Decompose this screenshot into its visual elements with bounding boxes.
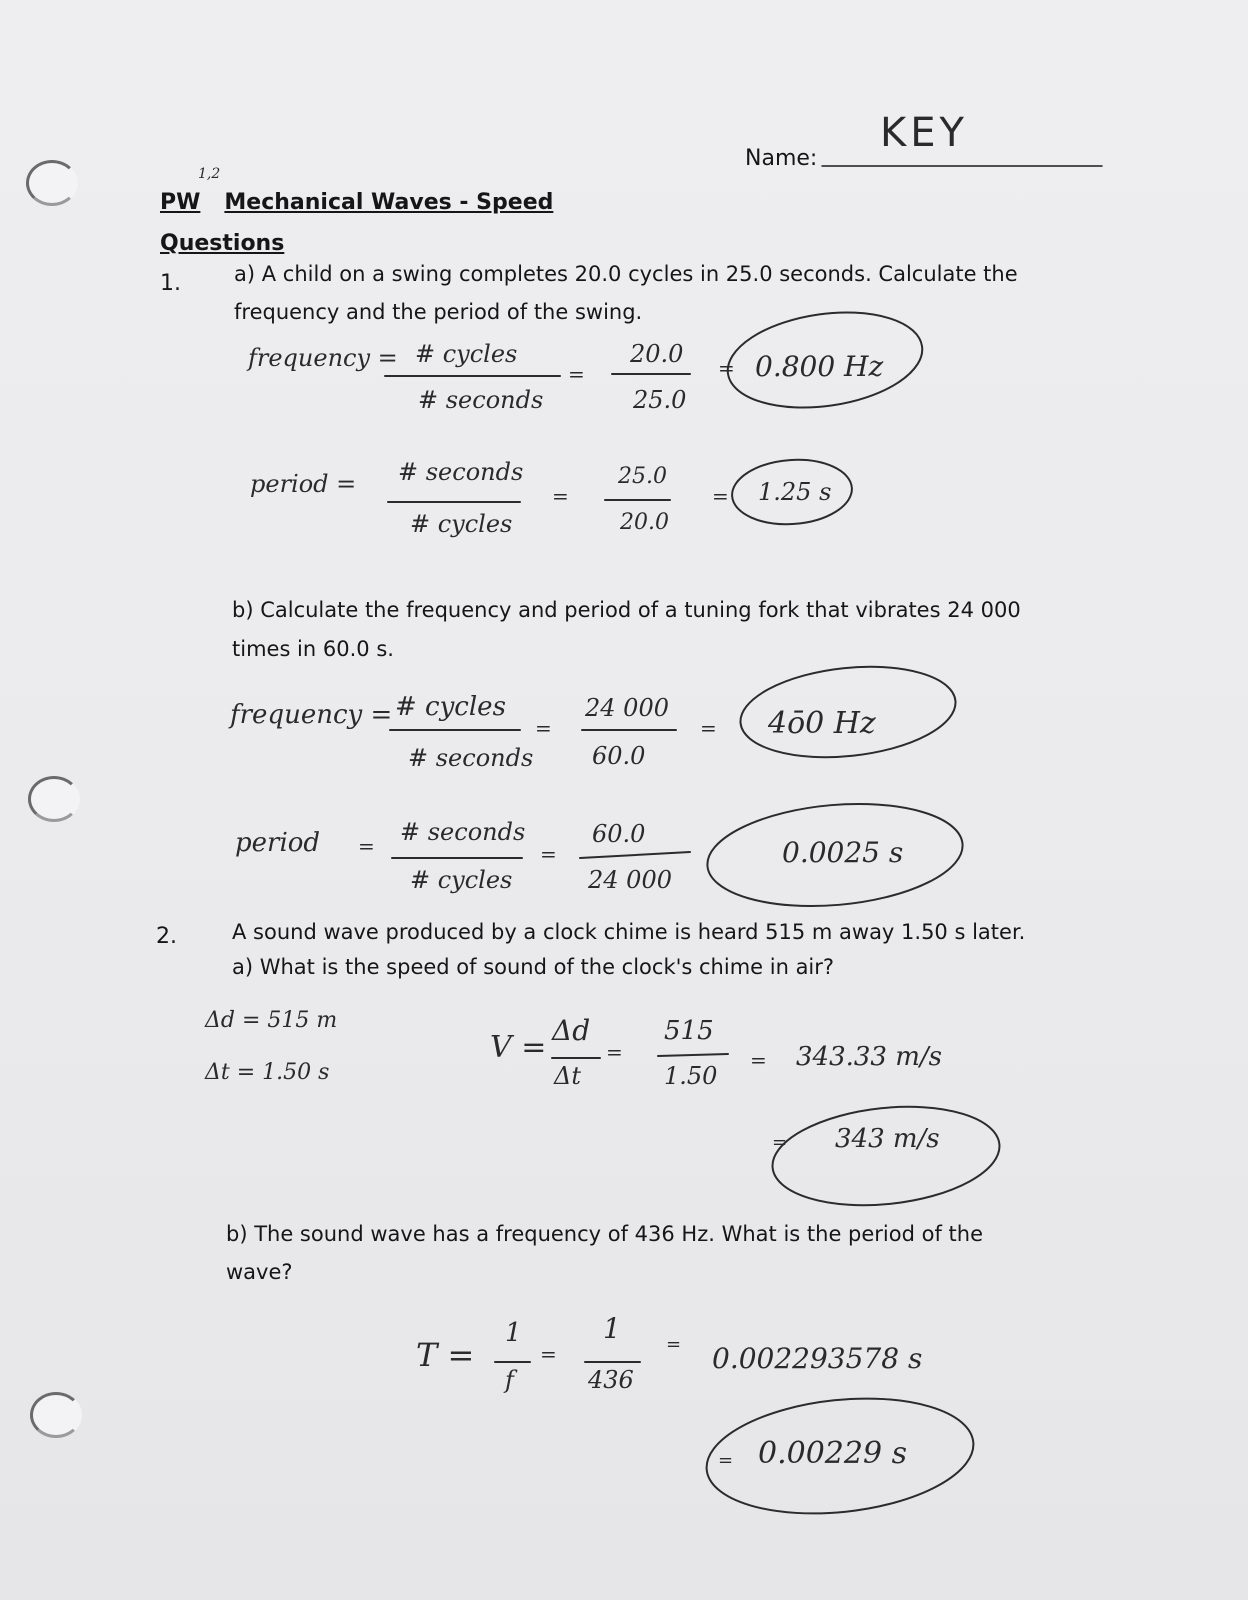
q2a-val-den: 1.50 bbox=[664, 1062, 718, 1090]
q1b-period-eq0: = bbox=[358, 834, 375, 858]
q2a-eq3: = bbox=[772, 1132, 788, 1153]
q1b-period-label: period bbox=[235, 828, 321, 858]
q1b-text-line1: b) Calculate the frequency and period of a tuning fork that vibrates 24 000 bbox=[232, 598, 1021, 622]
q1b-period-eq: = bbox=[540, 842, 557, 866]
q2a-given-d: Δd = 515 m bbox=[205, 1008, 338, 1033]
q1a-period-val-num: 25.0 bbox=[618, 464, 667, 489]
name-label: Name: bbox=[745, 146, 818, 171]
q2a-result: 343.33 m/s bbox=[796, 1042, 942, 1072]
title-prefix: PW bbox=[160, 190, 201, 215]
q2b-eq1: = bbox=[540, 1342, 557, 1366]
q1-number: 1. bbox=[160, 271, 181, 296]
section-heading: Questions bbox=[160, 231, 285, 256]
q1a-text-line1: a) A child on a swing completes 20.0 cycles in 25.0 seconds. Calculate the bbox=[234, 262, 1018, 286]
q1b-freq-den: # seconds bbox=[408, 744, 534, 772]
q2b-result: 0.002293578 s bbox=[712, 1342, 923, 1375]
q2-number: 2. bbox=[156, 924, 177, 949]
q1b-freq-val-num: 24 000 bbox=[585, 694, 669, 722]
q1a-freq-num: # cycles bbox=[415, 340, 518, 368]
q1b-text-line2: times in 60.0 s. bbox=[232, 637, 394, 661]
q1b-period-val-den: 24 000 bbox=[588, 866, 672, 894]
q2b-eq2: = bbox=[666, 1334, 682, 1355]
q1a-text-line2: frequency and the period of the swing. bbox=[234, 300, 643, 324]
q2a-eq2: = bbox=[750, 1048, 767, 1072]
q2a-v-num: Δd bbox=[552, 1014, 591, 1047]
q1b-period-den: # cycles bbox=[410, 866, 513, 894]
q2a-v-den: Δt bbox=[554, 1062, 581, 1090]
q1a-period-den: # cycles bbox=[410, 510, 513, 538]
q2b-answer: 0.00229 s bbox=[758, 1436, 907, 1471]
q2-text-line1: A sound wave produced by a clock chime is heard 515 m away 1.50 s later. bbox=[232, 920, 1026, 944]
q1a-freq-val-num: 20.0 bbox=[630, 340, 684, 368]
q1a-freq-answer: 0.800 Hz bbox=[755, 350, 884, 383]
q2a-given-t: Δt = 1.50 s bbox=[205, 1060, 330, 1085]
q1a-freq-eq: = bbox=[568, 362, 585, 386]
q2b-val-num: 1 bbox=[603, 1312, 621, 1345]
title-rest: Mechanical Waves - Speed bbox=[224, 190, 554, 215]
title-superscript: 1,2 bbox=[198, 166, 221, 182]
q1a-period-eq2: = bbox=[712, 484, 729, 508]
q1b-freq-val-den: 60.0 bbox=[592, 742, 646, 770]
page-title bbox=[160, 190, 553, 215]
q1b-freq-eq2: = bbox=[700, 716, 717, 740]
q2b-eq3: = bbox=[718, 1450, 734, 1471]
binder-hole-top bbox=[26, 160, 78, 206]
q1a-freq-den: # seconds bbox=[418, 386, 544, 414]
q1b-freq-num: # cycles bbox=[395, 692, 506, 722]
q1b-period-num: # seconds bbox=[400, 818, 526, 846]
q2a-answer: 343 m/s bbox=[835, 1124, 940, 1154]
binder-hole-bottom bbox=[30, 1392, 82, 1438]
q2a-text-line2: a) What is the speed of sound of the clock's chime in air? bbox=[232, 955, 835, 979]
q1a-period-eq: = bbox=[552, 484, 569, 508]
q1a-period-answer: 1.25 s bbox=[758, 478, 832, 506]
q2b-text-line1: b) The sound wave has a frequency of 436 Hz. What is the period of the bbox=[226, 1222, 983, 1246]
q2a-v-label: V = bbox=[490, 1030, 547, 1065]
binder-hole-middle bbox=[28, 776, 80, 822]
q2a-val-num: 515 bbox=[664, 1016, 714, 1046]
q1b-period-val-num: 60.0 bbox=[592, 820, 646, 848]
q1a-period-label: period = bbox=[250, 470, 357, 498]
q1a-period-val-den: 20.0 bbox=[620, 510, 669, 535]
q2b-t-num: 1 bbox=[505, 1318, 522, 1348]
q2b-t-den: f bbox=[505, 1366, 514, 1394]
q1b-freq-eq: = bbox=[535, 716, 552, 740]
q1a-freq-label: frequency = bbox=[248, 344, 398, 372]
q2b-val-den: 436 bbox=[588, 1366, 634, 1394]
q2b-t-label: T = bbox=[416, 1336, 475, 1374]
q1b-freq-label: frequency = bbox=[230, 700, 393, 730]
q1b-period-answer: 0.0025 s bbox=[782, 836, 904, 869]
q1a-freq-eq2: = bbox=[718, 356, 735, 380]
name-value: KEY bbox=[880, 110, 968, 156]
q1b-freq-answer: 4ō0 Hz bbox=[768, 706, 876, 741]
answer-circle-speed bbox=[768, 1096, 1005, 1215]
q1a-freq-val-den: 25.0 bbox=[633, 386, 687, 414]
q2b-text-line2: wave? bbox=[226, 1260, 293, 1284]
q2a-eq1: = bbox=[606, 1040, 623, 1064]
q1a-period-num: # seconds bbox=[398, 458, 524, 486]
